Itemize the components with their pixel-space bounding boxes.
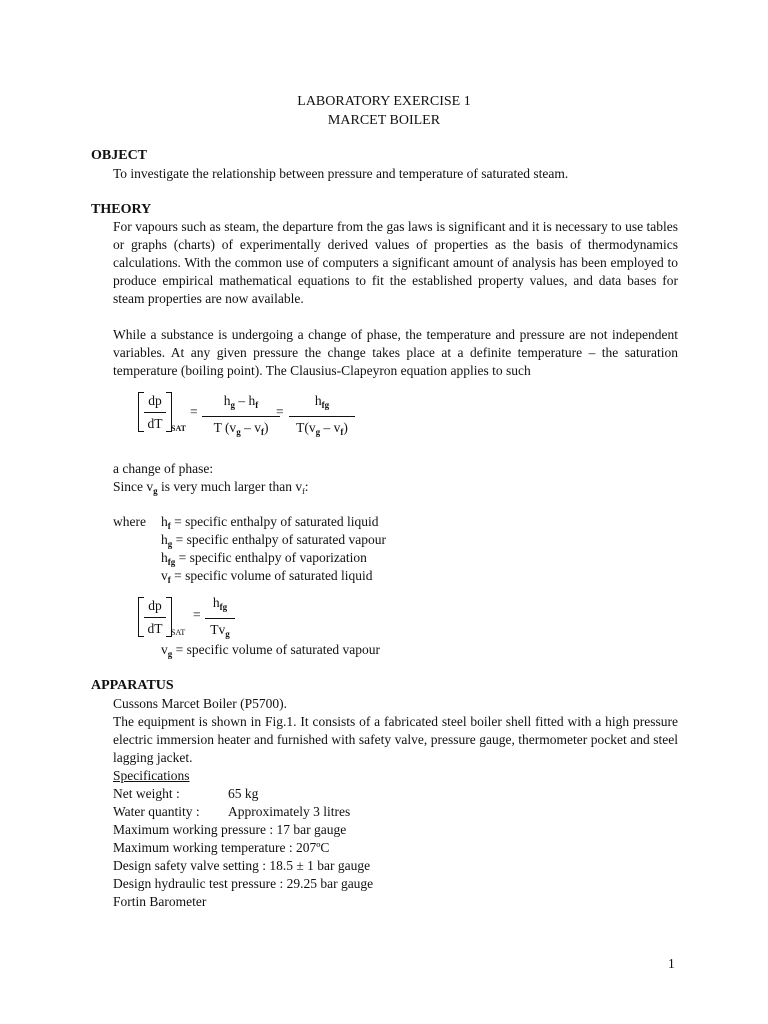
def-symbol: v bbox=[161, 642, 168, 657]
theory-paragraph-1-text: For vapours such as steam, the departure from the gas laws is significant and it is necessary to use tables or graphs (charts) of experimentally derived values of properties as the basis of thermodynamics calculations. With the common use of computers a significant amount of analysis has been employed to produce empirical mathematical equations to fit the established property values, and data bases for steam properties are now available. bbox=[113, 219, 678, 306]
def-text: = specific enthalpy of saturated vapour bbox=[175, 532, 387, 547]
apparatus-paragraph-text: The equipment is shown in Fig.1. It consists of a fabricated steel boiler shell fitted with a high pressure electric immersion heater and furnished with safety valve, pressure gauge, thermometer pocket and steel lagging jacket. bbox=[113, 714, 678, 765]
den-close: ) bbox=[263, 420, 269, 435]
sub-f: f bbox=[302, 487, 305, 496]
def-subscript: f bbox=[167, 521, 171, 531]
spec-hydraulic-test: Design hydraulic test pressure : 29.25 bar gauge bbox=[113, 876, 374, 891]
den-text: T (v bbox=[213, 420, 237, 435]
def-vf bbox=[161, 567, 373, 589]
since-mid: is very much larger than v bbox=[161, 479, 303, 494]
minus-sign: – bbox=[238, 393, 246, 408]
water-quantity-value: Approximately 3 litres bbox=[228, 804, 351, 819]
sub-fg: fg bbox=[219, 602, 228, 612]
page-number: 1 bbox=[668, 956, 675, 971]
dp-dt-fraction bbox=[144, 392, 166, 433]
since-pre: Since v bbox=[113, 479, 154, 494]
def-subscript: f bbox=[167, 575, 171, 585]
sub-fg: fg bbox=[321, 400, 330, 410]
equals-sign: = bbox=[193, 607, 201, 622]
fraction-bar bbox=[289, 416, 355, 417]
def-text: = specific enthalpy of saturated liquid bbox=[174, 514, 379, 529]
apparatus-heading: APPARATUS bbox=[91, 678, 174, 693]
theory-paragraph-2 bbox=[113, 326, 678, 380]
def-subscript: fg bbox=[167, 557, 176, 567]
sat-subscript: SAT bbox=[171, 628, 186, 637]
theory-paragraph-1 bbox=[113, 218, 678, 308]
page-title: LABORATORY EXERCISE 1 bbox=[297, 94, 471, 109]
apparatus-line-1: Cussons Marcet Boiler (P5700). bbox=[113, 696, 287, 711]
sym-h: h bbox=[212, 595, 220, 610]
sub-f: f bbox=[340, 427, 344, 437]
fraction-bar bbox=[205, 618, 235, 619]
def-subscript: g bbox=[167, 649, 173, 659]
equals-sign: = bbox=[190, 404, 198, 419]
den-mid: – v bbox=[323, 420, 341, 435]
net-weight-label: Net weight : bbox=[113, 786, 180, 801]
sub-f: f bbox=[260, 427, 264, 437]
where-label: where bbox=[113, 514, 146, 529]
dp-label: dp bbox=[148, 598, 162, 613]
def-subscript: g bbox=[167, 539, 173, 549]
sub-g: g bbox=[315, 427, 321, 437]
fraction-bar bbox=[144, 412, 166, 413]
dt-label: dT bbox=[147, 416, 163, 431]
def-symbol: v bbox=[161, 568, 168, 583]
def-symbol: h bbox=[161, 514, 168, 529]
def-text: = specific volume of saturated vapour bbox=[175, 642, 381, 657]
sub-g: g bbox=[225, 629, 230, 639]
def-text: = specific enthalpy of vaporization bbox=[178, 550, 367, 565]
fraction-2 bbox=[289, 392, 355, 441]
change-of-phase-text: a change of phase: bbox=[113, 461, 214, 476]
sym-h: h bbox=[223, 393, 231, 408]
equals-sign-2: = bbox=[276, 404, 284, 419]
apparatus-paragraph bbox=[113, 713, 678, 767]
theory-heading: THEORY bbox=[91, 202, 152, 217]
spec-safety-valve: Design safety valve setting : 18.5 ± 1 bar gauge bbox=[113, 858, 371, 873]
spec-max-temperature: Maximum working temperature : 207ºC bbox=[113, 840, 330, 855]
sym-h: h bbox=[248, 393, 256, 408]
net-weight-value: 65 kg bbox=[228, 786, 259, 801]
spec-max-pressure: Maximum working pressure : 17 bar gauge bbox=[113, 822, 347, 837]
den-text: T(v bbox=[296, 420, 316, 435]
den-text: Tv bbox=[210, 622, 226, 637]
def-symbol: h bbox=[161, 550, 168, 565]
specifications-heading: Specifications bbox=[113, 768, 190, 783]
fraction-bar bbox=[202, 416, 280, 417]
sat-subscript: SAT bbox=[171, 424, 186, 433]
fraction-bar bbox=[144, 617, 166, 618]
dt-label: dT bbox=[147, 621, 163, 636]
den-mid: – v bbox=[244, 420, 261, 435]
den-close: ) bbox=[343, 420, 348, 435]
dp-dt-fraction bbox=[144, 597, 166, 638]
water-quantity-label: Water quantity : bbox=[113, 804, 200, 819]
object-heading: OBJECT bbox=[91, 148, 148, 163]
object-text: To investigate the relationship between pressure and temperature of saturated steam. bbox=[113, 166, 569, 181]
def-vg bbox=[161, 641, 380, 663]
page-subtitle: MARCET BOILER bbox=[327, 113, 441, 128]
dp-label: dp bbox=[148, 393, 162, 408]
hfg-tvg-fraction bbox=[205, 594, 235, 643]
sub-f: f bbox=[255, 400, 259, 410]
def-symbol: h bbox=[161, 532, 168, 547]
sub-g: g bbox=[230, 400, 235, 410]
fraction-1 bbox=[202, 392, 280, 441]
sub-g: g bbox=[153, 486, 158, 496]
sym-h: h bbox=[314, 393, 322, 408]
since-end: : bbox=[304, 479, 309, 494]
theory-paragraph-2-text: While a substance is undergoing a change of phase, the temperature and pressure are not independent variables. At any given pressure the change takes place at a definite temperature – the saturation temperature (boiling point). The Clausius-Clapeyron equation applies to such bbox=[113, 327, 678, 378]
since-line bbox=[113, 478, 309, 501]
sub-g: g bbox=[236, 427, 241, 437]
def-text: = specific volume of saturated liquid bbox=[174, 568, 373, 583]
spec-barometer: Fortin Barometer bbox=[113, 894, 207, 909]
